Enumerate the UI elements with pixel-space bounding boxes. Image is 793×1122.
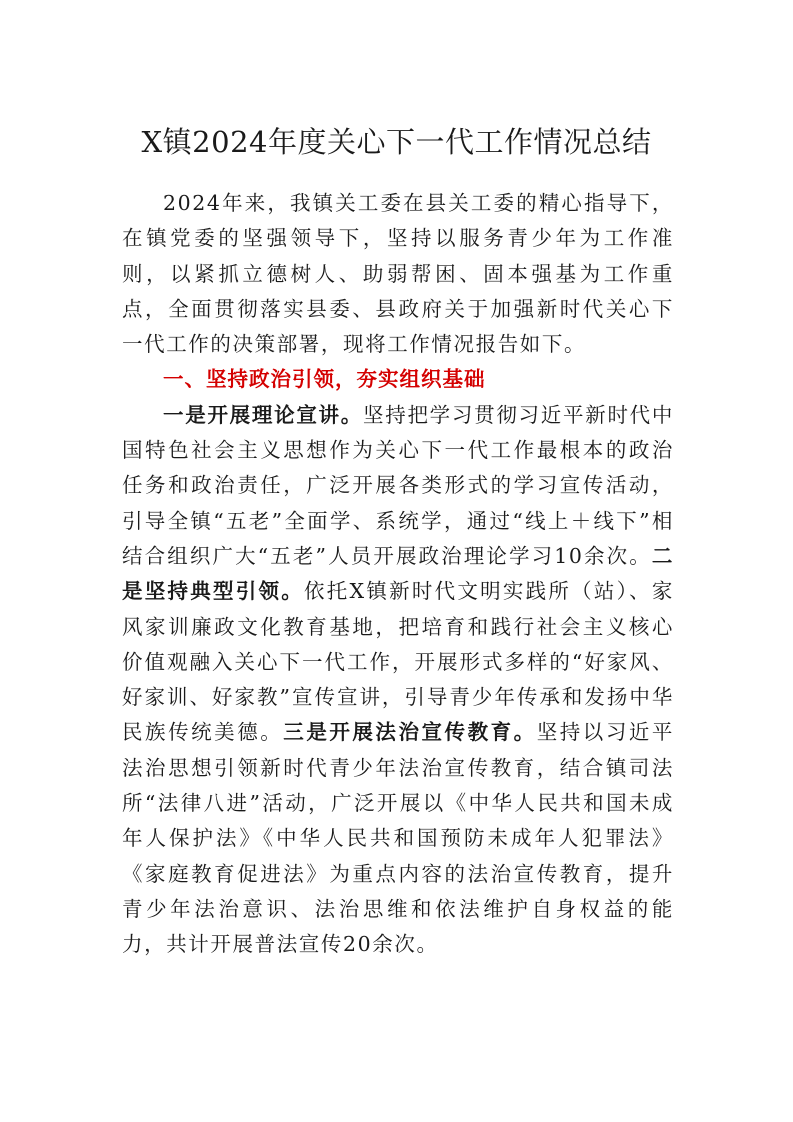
section-text-3: 坚持以习近平法治思想引领新时代青少年法治宣传教育，结合镇司法所“法律八进”活动，广泛开展以《中华人民共和国未成年人保护法》《中华人民共和国预防未成年人犯罪法》《家庭教育促进法》为重点内容的法治宣传教育，提升青少年法治意识、法治思维和依法维护自身权益的能力，共计开展普法宣传20余次。 — [122, 720, 674, 957]
intro-paragraph: 2024年来，我镇关工委在县关工委的精心指导下，在镇党委的坚强领导下，坚持以服务青少年为工作准则，以紧抓立德树人、助弱帮困、固本强基为工作重点，全面贯彻落实县委、县政府关于加强新时代关心下一代工作的决策部署，现将工作情况报告如下。 — [122, 191, 674, 357]
section-paragraph — [122, 398, 674, 963]
section-heading: 一、坚持政治引领，夯实组织基础 — [163, 367, 486, 392]
lead-phrase-3: 三是开展法治宣传教育。 — [283, 720, 537, 745]
section-text-2: 依托X镇新时代文明实践所（站）、家风家训廉政文化教育基地，把培育和践行社会主义核心价值观融入关心下一代工作，开展形式多样的“好家风、好家训、好家教”宣传宣讲，引导青少年传承和发扬中华民族传统美德。 — [122, 579, 674, 745]
document-title: X镇2024年度关心下一代工作情况总结 — [141, 125, 652, 159]
lead-phrase-1: 一是开展理论宣讲。 — [163, 402, 363, 427]
lead-phrase-2: 二是坚持典型引领。 — [122, 543, 674, 604]
section-text-1: 坚持把学习贯彻习近平新时代中国特色社会主义思想作为关心下一代工作最根本的政治任务和政治责任，广泛开展各类形式的学习宣传活动，引导全镇“五老”全面学、系统学，通过“线上＋线下”相结合组织广大“五老”人员开展政治理论学习10余次。 — [122, 402, 674, 568]
document-body — [122, 186, 674, 963]
